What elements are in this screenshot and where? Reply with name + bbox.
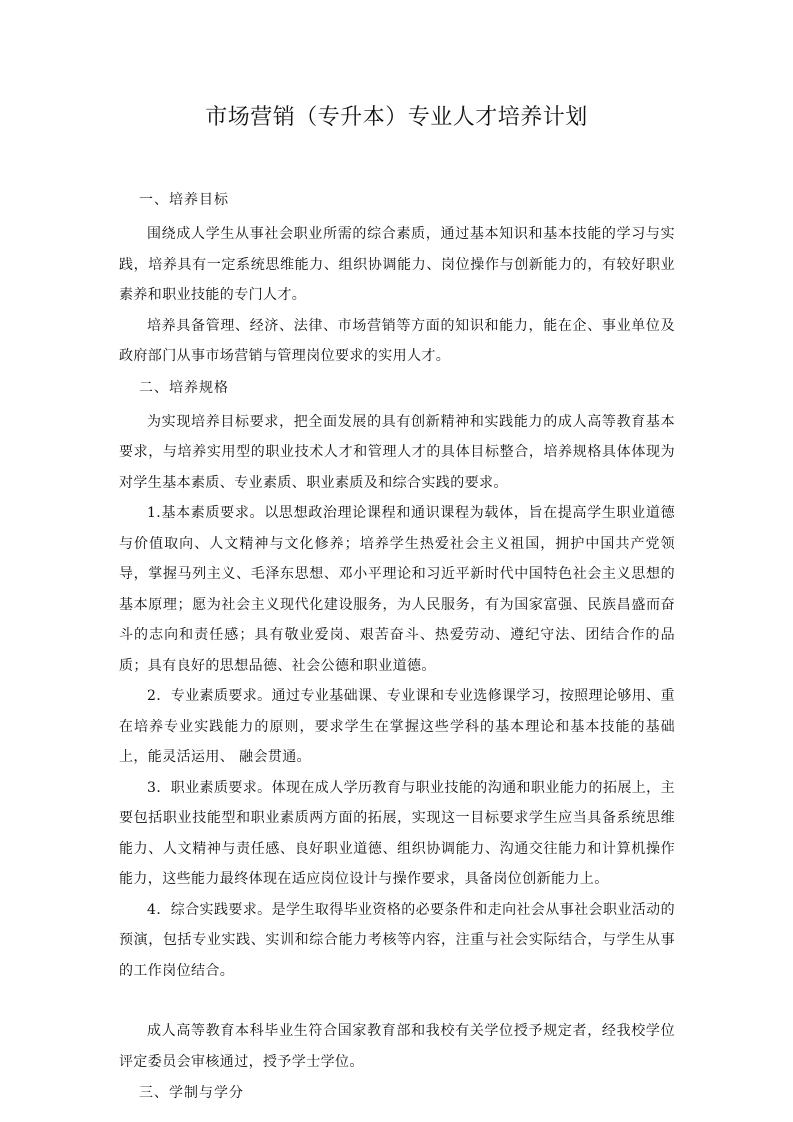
section-heading-goal: 一、培养目标 — [139, 192, 229, 208]
section-heading-spec: 二、培养规格 — [139, 379, 229, 396]
document-body — [119, 188, 675, 1112]
blank-line — [119, 986, 675, 1016]
spec-item-professional-quality: 2．专业素质要求。通过专业基础课、专业课和专业选修课学习，按照理论够用、重在培养专业实践能力的原则，要求学生在掌握这些学科的基本理论和基本技能的基础上，能灵活运用、 融会贯通。 — [119, 688, 675, 765]
goal-paragraph-1: 围绕成人学生从事社会职业所需的综合素质，通过基本知识和基本技能的学习与实践，培养具有一定系统思维能力、组织协调能力、岗位操作与创新能力的，有较好职业素养和职业技能的专门人才。 — [119, 226, 675, 303]
spec-intro-paragraph: 为实现培养目标要求，把全面发展的具有创新精神和实践能力的成人高等教育基本要求，与培养实用型的职业技术人才和管理人才的具体目标整合，培养规格具体体现为对学生基本素质、专业素质、职业素质及和综合实践的要求。 — [119, 413, 675, 491]
section-heading-system: 三、学制与学分 — [139, 1085, 244, 1101]
goal-paragraph-2: 培养具备管理、经济、法律、市场营销等方面的知识和能力，能在企、事业单位及政府部门从事市场营销与管理岗位要求的实用人才。 — [119, 317, 675, 364]
spec-item-practice: 4．综合实践要求。是学生取得毕业资格的必要条件和走向社会从事社会职业活动的预演，包括专业实践、实训和综合能力考核等内容，注重与社会实际结合，与学生从事的工作岗位结合。 — [119, 901, 675, 979]
spec-item-vocational-quality: 3．职业素质要求。体现在成人学历教育与职业技能的沟通和职业能力的拓展上，主要包括职业技能型和职业素质两方面的拓展，实现这一目标要求学生应当具备系统思维能力、人文精神与责任感、良好职业道德、组织协调能力、沟通交往能力和计算机操作能力，这些能力最终体现在适应岗位设计与操作要求，具备岗位创新能力上。 — [119, 779, 675, 887]
degree-paragraph: 成人高等教育本科毕业生符合国家教育部和我校有关学位授予规定者，经我校学位评定委员会审核通过，授予学士学位。 — [119, 1023, 675, 1070]
document-title: 市场营销（专升本）专业人才培养计划 — [205, 105, 588, 130]
spec-item-basic-quality: 1.基本素质要求。以思想政治理论课程和通识课程为载体，旨在提高学生职业道德与价值取向、人文精神与文化修养；培养学生热爱社会主义祖国，拥护中国共产党领导，掌握马列主义、毛泽东思想、邓小平理论和习近平新时代中国特色社会主义思想的基本原理；愿为社会主义现代化建设服务，为人民服务，有为国家富强、民族昌盛而奋斗的志向和责任感；具有敬业爱岗、艰苦奋斗、热爱劳动、遵纪守法、团结合作的品质；具有良好的思想品德、社会公德和职业道德。 — [119, 505, 675, 674]
